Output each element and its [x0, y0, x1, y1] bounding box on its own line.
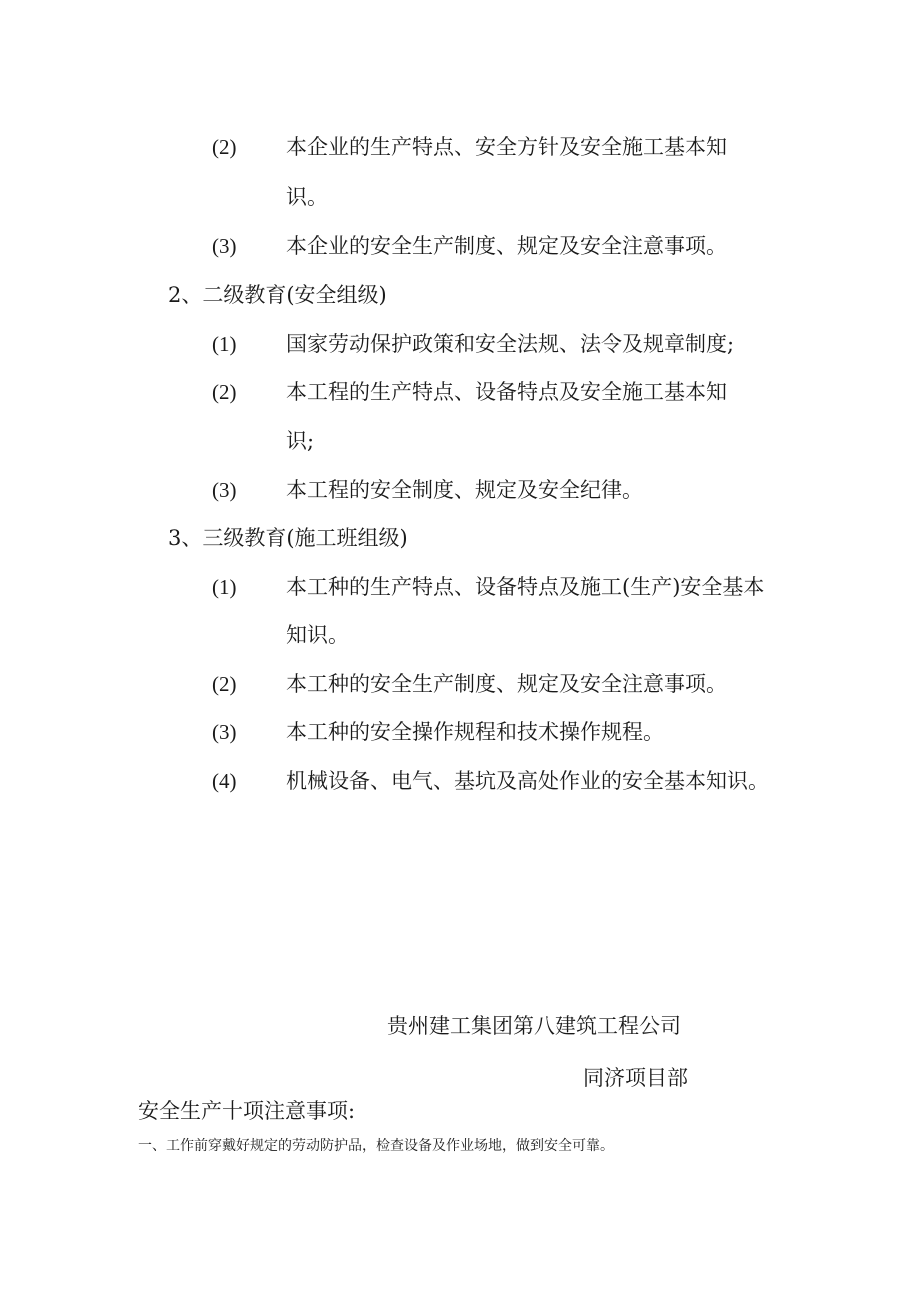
item-number: (4) — [212, 769, 237, 793]
signature-company: 贵州建工集团第八建筑工程公司 — [387, 1014, 681, 1038]
item-text-continuation: 识; — [286, 429, 315, 453]
item-text: 本工程的安全制度、规定及安全纪律。 — [286, 478, 643, 502]
section-heading-level3: 3、三级教育(施工班组级) — [168, 526, 408, 550]
item-text: 本工程的生产特点、设备特点及安全施工基本知 — [286, 380, 727, 404]
notice-title: 安全生产十项注意事项: — [138, 1099, 356, 1123]
item-text: 机械设备、电气、基坑及高处作业的安全基本知识。 — [286, 769, 769, 793]
item-number: (1) — [212, 575, 237, 599]
item-text: 本工种的安全操作规程和技术操作规程。 — [286, 720, 664, 744]
item-text-continuation: 知识。 — [286, 623, 349, 647]
item-text: 本工种的安全生产制度、规定及安全注意事项。 — [286, 672, 727, 696]
item-text: 本工种的生产特点、设备特点及施工(生产)安全基本 — [286, 575, 765, 599]
item-number: (2) — [212, 135, 237, 159]
item-number: (1) — [212, 332, 237, 356]
item-text: 本企业的生产特点、安全方针及安全施工基本知 — [286, 135, 727, 159]
item-text: 国家劳动保护政策和安全法规、法令及规章制度; — [286, 332, 735, 356]
item-text: 本企业的安全生产制度、规定及安全注意事项。 — [286, 234, 727, 258]
item-text-continuation: 识。 — [286, 185, 328, 209]
item-number: (2) — [212, 380, 237, 404]
item-number: (3) — [212, 720, 237, 744]
section-heading-level2: 2、二级教育(安全组级) — [168, 283, 387, 307]
signature-department: 同济项目部 — [583, 1066, 688, 1090]
item-number: (3) — [212, 478, 237, 502]
item-number: (2) — [212, 672, 237, 696]
item-number: (3) — [212, 234, 237, 258]
notice-item-1: 一、工作前穿戴好规定的劳动防护品，检查设备及作业场地，做到安全可靠。 — [138, 1138, 614, 1154]
